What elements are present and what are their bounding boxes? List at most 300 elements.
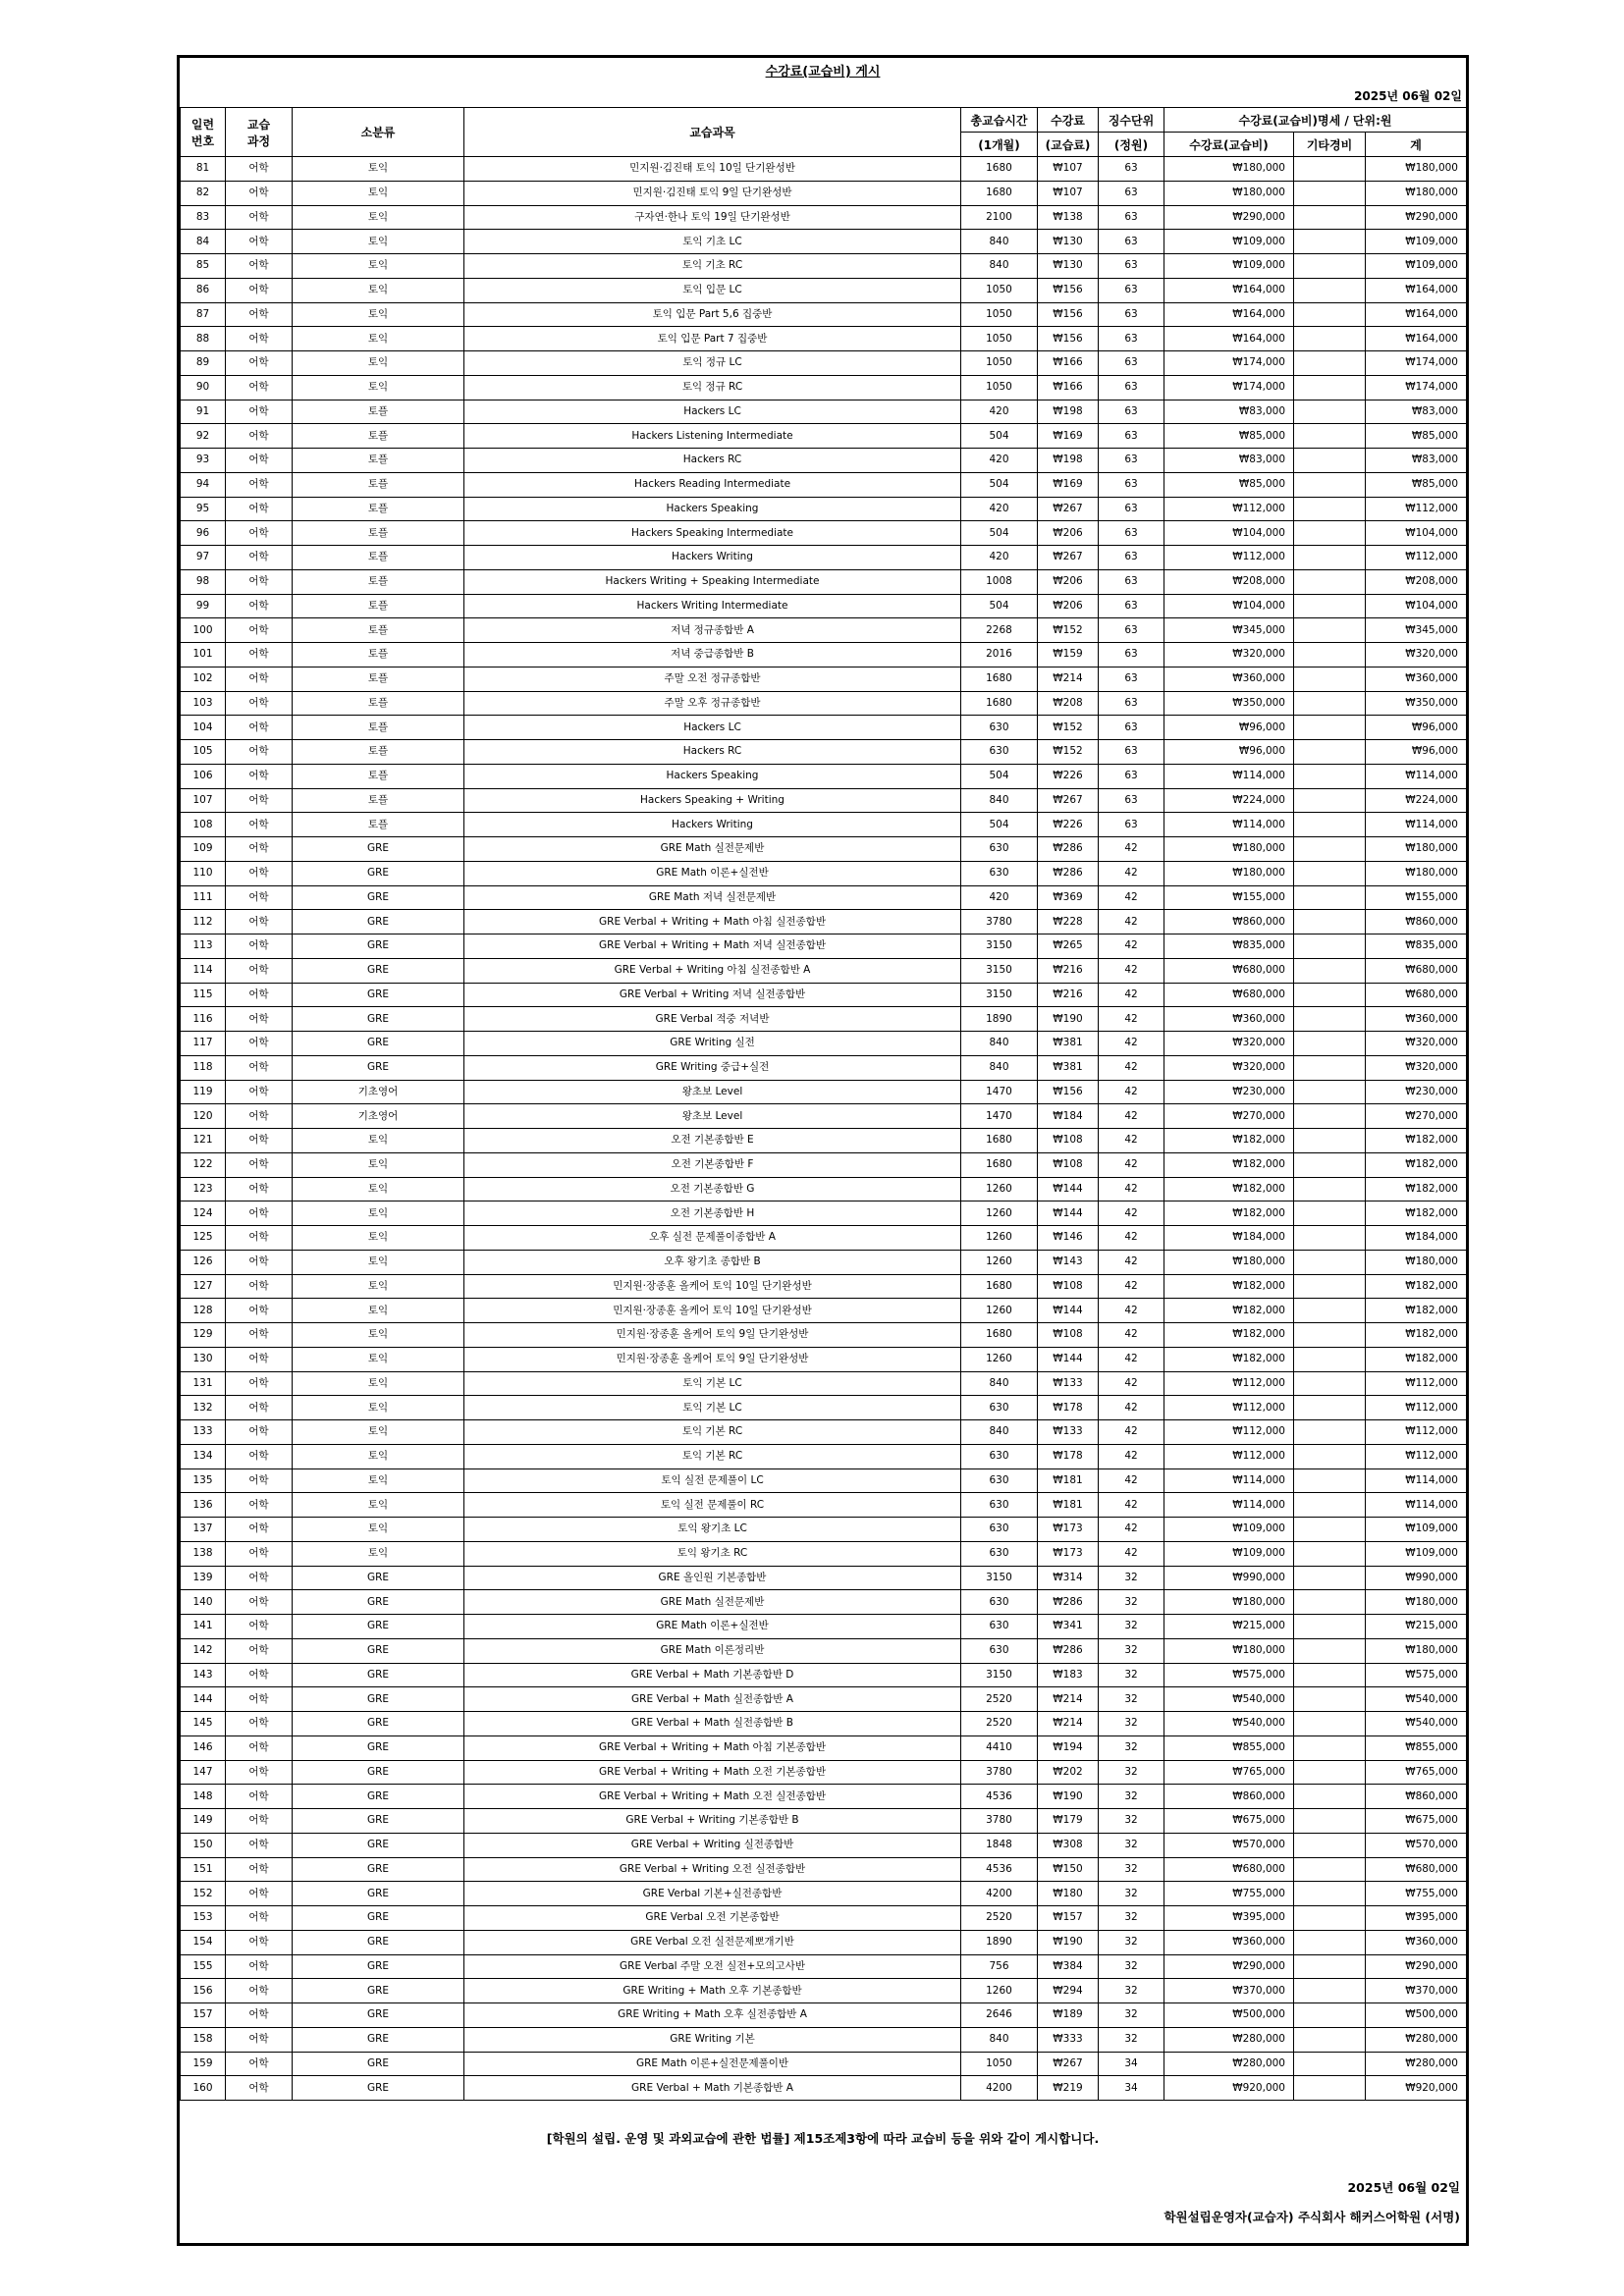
cell-total: ₩835,000 bbox=[1366, 934, 1467, 959]
cell-fee: ₩174,000 bbox=[1164, 351, 1294, 376]
cell-fee: ₩182,000 bbox=[1164, 1347, 1294, 1371]
cell-other bbox=[1294, 861, 1366, 885]
cell-category: 토익 bbox=[293, 327, 464, 351]
cell-unit: 63 bbox=[1099, 424, 1164, 449]
cell-subject: GRE Writing + Math 오후 실전종합반 A bbox=[464, 2003, 961, 2028]
cell-category: GRE bbox=[293, 885, 464, 910]
cell-other bbox=[1294, 1274, 1366, 1299]
cell-fee: ₩360,000 bbox=[1164, 1930, 1294, 1954]
col-header-fee: 수강료(교습비) bbox=[1164, 133, 1294, 157]
table-row bbox=[181, 1152, 1467, 1177]
cell-course: 어학 bbox=[226, 254, 293, 279]
cell-hours: 1260 bbox=[961, 1177, 1038, 1201]
cell-hours: 3150 bbox=[961, 1566, 1038, 1590]
cell-no: 95 bbox=[181, 497, 226, 521]
cell-other bbox=[1294, 1299, 1366, 1323]
table-row bbox=[181, 1468, 1467, 1493]
cell-fee: ₩83,000 bbox=[1164, 449, 1294, 473]
fee-notice-document bbox=[177, 55, 1469, 2246]
cell-other bbox=[1294, 1347, 1366, 1371]
cell-rate: ₩133 bbox=[1038, 1371, 1099, 1396]
cell-unit: 42 bbox=[1099, 1104, 1164, 1129]
cell-course: 어학 bbox=[226, 861, 293, 885]
table-row bbox=[181, 618, 1467, 643]
cell-subject: Hackers Listening Intermediate bbox=[464, 424, 961, 449]
cell-subject: GRE Verbal 기본+실전종합반 bbox=[464, 1882, 961, 1906]
cell-hours: 1050 bbox=[961, 375, 1038, 400]
cell-fee: ₩114,000 bbox=[1164, 1493, 1294, 1518]
cell-subject: GRE Verbal + Writing + Math 오전 기본종합반 bbox=[464, 1760, 961, 1785]
cell-fee: ₩184,000 bbox=[1164, 1226, 1294, 1251]
cell-no: 94 bbox=[181, 472, 226, 497]
cell-other bbox=[1294, 1590, 1366, 1615]
cell-category: 토플 bbox=[293, 643, 464, 667]
table-row bbox=[181, 1007, 1467, 1032]
cell-course: 어학 bbox=[226, 1274, 293, 1299]
cell-unit: 32 bbox=[1099, 1833, 1164, 1857]
cell-hours: 504 bbox=[961, 424, 1038, 449]
table-row bbox=[181, 1712, 1467, 1736]
table-row bbox=[181, 1299, 1467, 1323]
cell-course: 어학 bbox=[226, 1493, 293, 1518]
cell-rate: ₩181 bbox=[1038, 1493, 1099, 1518]
table-row bbox=[181, 1833, 1467, 1857]
cell-no: 127 bbox=[181, 1274, 226, 1299]
cell-no: 82 bbox=[181, 181, 226, 205]
table-row bbox=[181, 934, 1467, 959]
cell-other bbox=[1294, 910, 1366, 934]
cell-unit: 42 bbox=[1099, 1468, 1164, 1493]
table-row bbox=[181, 1371, 1467, 1396]
cell-course: 어학 bbox=[226, 764, 293, 788]
cell-other bbox=[1294, 1226, 1366, 1251]
cell-hours: 1050 bbox=[961, 351, 1038, 376]
cell-fee: ₩164,000 bbox=[1164, 302, 1294, 327]
cell-fee: ₩320,000 bbox=[1164, 643, 1294, 667]
cell-total: ₩182,000 bbox=[1366, 1129, 1467, 1153]
cell-fee: ₩280,000 bbox=[1164, 2052, 1294, 2076]
cell-hours: 1890 bbox=[961, 1930, 1038, 1954]
cell-other bbox=[1294, 569, 1366, 594]
cell-course: 어학 bbox=[226, 813, 293, 837]
cell-subject: 오전 기본종합반 F bbox=[464, 1152, 961, 1177]
cell-other bbox=[1294, 1055, 1366, 1080]
cell-category: 토익 bbox=[293, 1493, 464, 1518]
cell-course: 어학 bbox=[226, 788, 293, 813]
cell-category: 토익 bbox=[293, 1444, 464, 1468]
cell-rate: ₩214 bbox=[1038, 1712, 1099, 1736]
cell-course: 어학 bbox=[226, 1518, 293, 1542]
cell-total: ₩114,000 bbox=[1366, 1468, 1467, 1493]
cell-category: GRE bbox=[293, 1785, 464, 1809]
cell-fee: ₩215,000 bbox=[1164, 1615, 1294, 1639]
table-row bbox=[181, 958, 1467, 983]
cell-total: ₩83,000 bbox=[1366, 449, 1467, 473]
cell-other bbox=[1294, 351, 1366, 376]
cell-hours: 3780 bbox=[961, 910, 1038, 934]
cell-rate: ₩214 bbox=[1038, 1687, 1099, 1712]
cell-course: 어학 bbox=[226, 1396, 293, 1420]
cell-rate: ₩206 bbox=[1038, 569, 1099, 594]
cell-rate: ₩130 bbox=[1038, 254, 1099, 279]
cell-subject: 민지원·장종훈 올케어 토익 10일 단기완성반 bbox=[464, 1299, 961, 1323]
cell-total: ₩112,000 bbox=[1366, 1420, 1467, 1445]
cell-course: 어학 bbox=[226, 1371, 293, 1396]
cell-course: 어학 bbox=[226, 1712, 293, 1736]
cell-category: GRE bbox=[293, 1954, 464, 1979]
cell-rate: ₩206 bbox=[1038, 521, 1099, 546]
col-header-unit: 징수단위 bbox=[1099, 108, 1164, 133]
cell-other bbox=[1294, 1444, 1366, 1468]
table-row bbox=[181, 1785, 1467, 1809]
cell-hours: 840 bbox=[961, 1371, 1038, 1396]
cell-subject: 구자연·한나 토익 19일 단기완성반 bbox=[464, 205, 961, 230]
cell-rate: ₩219 bbox=[1038, 2076, 1099, 2101]
cell-no: 144 bbox=[181, 1687, 226, 1712]
cell-rate: ₩286 bbox=[1038, 1638, 1099, 1663]
cell-other bbox=[1294, 424, 1366, 449]
cell-category: GRE bbox=[293, 1687, 464, 1712]
cell-hours: 2268 bbox=[961, 618, 1038, 643]
cell-subject: 토익 기본 LC bbox=[464, 1371, 961, 1396]
cell-subject: Hackers Writing Intermediate bbox=[464, 594, 961, 618]
cell-no: 93 bbox=[181, 449, 226, 473]
cell-unit: 42 bbox=[1099, 1032, 1164, 1056]
cell-subject: Hackers Writing bbox=[464, 813, 961, 837]
cell-unit: 42 bbox=[1099, 1299, 1164, 1323]
cell-hours: 630 bbox=[961, 740, 1038, 765]
cell-hours: 630 bbox=[961, 837, 1038, 862]
cell-total: ₩675,000 bbox=[1366, 1809, 1467, 1834]
cell-unit: 42 bbox=[1099, 910, 1164, 934]
cell-hours: 2520 bbox=[961, 1687, 1038, 1712]
table-row bbox=[181, 205, 1467, 230]
cell-total: ₩104,000 bbox=[1366, 521, 1467, 546]
cell-fee: ₩180,000 bbox=[1164, 837, 1294, 862]
cell-course: 어학 bbox=[226, 1250, 293, 1274]
cell-unit: 32 bbox=[1099, 2027, 1164, 2052]
cell-no: 137 bbox=[181, 1518, 226, 1542]
cell-category: GRE bbox=[293, 1590, 464, 1615]
cell-total: ₩680,000 bbox=[1366, 958, 1467, 983]
cell-subject: 저녁 정규종합반 A bbox=[464, 618, 961, 643]
cell-other bbox=[1294, 1735, 1366, 1760]
cell-total: ₩215,000 bbox=[1366, 1615, 1467, 1639]
cell-hours: 630 bbox=[961, 1468, 1038, 1493]
cell-hours: 420 bbox=[961, 546, 1038, 570]
cell-fee: ₩180,000 bbox=[1164, 1638, 1294, 1663]
cell-subject: GRE Verbal + Math 실전종합반 B bbox=[464, 1712, 961, 1736]
cell-rate: ₩166 bbox=[1038, 375, 1099, 400]
cell-total: ₩182,000 bbox=[1366, 1201, 1467, 1226]
cell-hours: 504 bbox=[961, 594, 1038, 618]
cell-fee: ₩182,000 bbox=[1164, 1152, 1294, 1177]
cell-no: 121 bbox=[181, 1129, 226, 1153]
cell-rate: ₩206 bbox=[1038, 594, 1099, 618]
cell-category: GRE bbox=[293, 1930, 464, 1954]
table-row bbox=[181, 1663, 1467, 1687]
col-header-breakdown: 수강료(교습비)명세 / 단위:원 bbox=[1164, 108, 1467, 133]
cell-subject: 토익 입문 Part 7 집중반 bbox=[464, 327, 961, 351]
cell-category: GRE bbox=[293, 1055, 464, 1080]
cell-category: GRE bbox=[293, 1735, 464, 1760]
cell-hours: 1680 bbox=[961, 181, 1038, 205]
cell-course: 어학 bbox=[226, 1420, 293, 1445]
cell-unit: 42 bbox=[1099, 1201, 1164, 1226]
cell-fee: ₩112,000 bbox=[1164, 1444, 1294, 1468]
cell-subject: GRE Writing + Math 오후 기본종합반 bbox=[464, 1979, 961, 2003]
cell-other bbox=[1294, 958, 1366, 983]
cell-hours: 420 bbox=[961, 449, 1038, 473]
cell-rate: ₩152 bbox=[1038, 618, 1099, 643]
cell-total: ₩350,000 bbox=[1366, 691, 1467, 716]
cell-category: 토플 bbox=[293, 521, 464, 546]
table-row bbox=[181, 1906, 1467, 1931]
cell-subject: Hackers Writing + Speaking Intermediate bbox=[464, 569, 961, 594]
cell-total: ₩290,000 bbox=[1366, 1954, 1467, 1979]
cell-course: 어학 bbox=[226, 1129, 293, 1153]
cell-category: 토익 bbox=[293, 1152, 464, 1177]
cell-other bbox=[1294, 327, 1366, 351]
cell-unit: 63 bbox=[1099, 278, 1164, 302]
cell-total: ₩320,000 bbox=[1366, 643, 1467, 667]
cell-total: ₩320,000 bbox=[1366, 1032, 1467, 1056]
cell-hours: 840 bbox=[961, 1420, 1038, 1445]
cell-course: 어학 bbox=[226, 1930, 293, 1954]
cell-category: 토플 bbox=[293, 691, 464, 716]
table-row bbox=[181, 1129, 1467, 1153]
table-row bbox=[181, 1274, 1467, 1299]
cell-course: 어학 bbox=[226, 837, 293, 862]
cell-other bbox=[1294, 2003, 1366, 2028]
cell-other bbox=[1294, 1979, 1366, 2003]
cell-subject: Hackers LC bbox=[464, 716, 961, 740]
cell-fee: ₩180,000 bbox=[1164, 1590, 1294, 1615]
cell-course: 어학 bbox=[226, 1590, 293, 1615]
cell-subject: GRE Verbal + Writing 아침 실전종합반 A bbox=[464, 958, 961, 983]
cell-other bbox=[1294, 1954, 1366, 1979]
cell-category: 기초영어 bbox=[293, 1080, 464, 1104]
cell-hours: 1050 bbox=[961, 2052, 1038, 2076]
cell-rate: ₩181 bbox=[1038, 1468, 1099, 1493]
cell-no: 114 bbox=[181, 958, 226, 983]
cell-fee: ₩96,000 bbox=[1164, 716, 1294, 740]
cell-course: 어학 bbox=[226, 1080, 293, 1104]
cell-other bbox=[1294, 716, 1366, 740]
cell-subject: 토익 실전 문제풀이 RC bbox=[464, 1493, 961, 1518]
cell-total: ₩109,000 bbox=[1366, 1541, 1467, 1566]
cell-other bbox=[1294, 230, 1366, 254]
table-row bbox=[181, 1420, 1467, 1445]
cell-hours: 504 bbox=[961, 472, 1038, 497]
cell-hours: 2100 bbox=[961, 205, 1038, 230]
cell-hours: 1050 bbox=[961, 278, 1038, 302]
cell-subject: Hackers Writing bbox=[464, 546, 961, 570]
cell-hours: 504 bbox=[961, 521, 1038, 546]
cell-rate: ₩286 bbox=[1038, 861, 1099, 885]
signer-line: 학원설립운영자(교습자) 주식회사 해커스어학원 (서명) bbox=[1164, 2210, 1460, 2224]
cell-total: ₩370,000 bbox=[1366, 1979, 1467, 2003]
cell-unit: 63 bbox=[1099, 375, 1164, 400]
cell-subject: 토익 기본 RC bbox=[464, 1444, 961, 1468]
table-row bbox=[181, 594, 1467, 618]
cell-other bbox=[1294, 1129, 1366, 1153]
cell-unit: 32 bbox=[1099, 1687, 1164, 1712]
cell-other bbox=[1294, 885, 1366, 910]
cell-course: 어학 bbox=[226, 1809, 293, 1834]
cell-unit: 42 bbox=[1099, 1371, 1164, 1396]
cell-total: ₩360,000 bbox=[1366, 1930, 1467, 1954]
cell-category: 토익 bbox=[293, 351, 464, 376]
cell-subject: 오전 기본종합반 H bbox=[464, 1201, 961, 1226]
cell-hours: 3150 bbox=[961, 934, 1038, 959]
cell-hours: 1680 bbox=[961, 667, 1038, 691]
cell-fee: ₩182,000 bbox=[1164, 1274, 1294, 1299]
cell-rate: ₩308 bbox=[1038, 1833, 1099, 1857]
cell-rate: ₩173 bbox=[1038, 1518, 1099, 1542]
table-row bbox=[181, 1080, 1467, 1104]
cell-subject: 토익 왕기초 RC bbox=[464, 1541, 961, 1566]
cell-unit: 63 bbox=[1099, 521, 1164, 546]
cell-unit: 42 bbox=[1099, 1347, 1164, 1371]
cell-rate: ₩198 bbox=[1038, 449, 1099, 473]
cell-category: 토익 bbox=[293, 1371, 464, 1396]
document-title: 수강료(교습비) 게시 bbox=[765, 65, 881, 80]
cell-total: ₩570,000 bbox=[1366, 1833, 1467, 1857]
table-row bbox=[181, 885, 1467, 910]
cell-no: 111 bbox=[181, 885, 226, 910]
cell-no: 116 bbox=[181, 1007, 226, 1032]
cell-unit: 63 bbox=[1099, 351, 1164, 376]
table-row bbox=[181, 1590, 1467, 1615]
cell-category: GRE bbox=[293, 1007, 464, 1032]
cell-no: 113 bbox=[181, 934, 226, 959]
cell-subject: Hackers Reading Intermediate bbox=[464, 472, 961, 497]
cell-hours: 840 bbox=[961, 1055, 1038, 1080]
cell-total: ₩180,000 bbox=[1366, 1638, 1467, 1663]
cell-fee: ₩208,000 bbox=[1164, 569, 1294, 594]
cell-course: 어학 bbox=[226, 351, 293, 376]
cell-unit: 42 bbox=[1099, 958, 1164, 983]
cell-rate: ₩226 bbox=[1038, 764, 1099, 788]
cell-other bbox=[1294, 1420, 1366, 1445]
cell-fee: ₩155,000 bbox=[1164, 885, 1294, 910]
cell-total: ₩104,000 bbox=[1366, 594, 1467, 618]
cell-total: ₩270,000 bbox=[1366, 1104, 1467, 1129]
cell-course: 어학 bbox=[226, 2076, 293, 2101]
cell-course: 어학 bbox=[226, 1857, 293, 1882]
cell-no: 83 bbox=[181, 205, 226, 230]
cell-category: 토익 bbox=[293, 1323, 464, 1348]
cell-total: ₩83,000 bbox=[1366, 400, 1467, 424]
cell-other bbox=[1294, 205, 1366, 230]
cell-category: 토익 bbox=[293, 1420, 464, 1445]
cell-total: ₩920,000 bbox=[1366, 2076, 1467, 2101]
cell-fee: ₩360,000 bbox=[1164, 667, 1294, 691]
cell-other bbox=[1294, 181, 1366, 205]
cell-course: 어학 bbox=[226, 278, 293, 302]
cell-total: ₩85,000 bbox=[1366, 424, 1467, 449]
cell-no: 145 bbox=[181, 1712, 226, 1736]
cell-rate: ₩286 bbox=[1038, 837, 1099, 862]
cell-fee: ₩270,000 bbox=[1164, 1104, 1294, 1129]
cell-no: 122 bbox=[181, 1152, 226, 1177]
cell-unit: 32 bbox=[1099, 1712, 1164, 1736]
cell-category: 토플 bbox=[293, 449, 464, 473]
cell-rate: ₩166 bbox=[1038, 351, 1099, 376]
cell-total: ₩184,000 bbox=[1366, 1226, 1467, 1251]
cell-fee: ₩990,000 bbox=[1164, 1566, 1294, 1590]
cell-total: ₩96,000 bbox=[1366, 716, 1467, 740]
cell-fee: ₩112,000 bbox=[1164, 497, 1294, 521]
cell-fee: ₩680,000 bbox=[1164, 983, 1294, 1007]
table-row bbox=[181, 327, 1467, 351]
cell-rate: ₩190 bbox=[1038, 1785, 1099, 1809]
cell-unit: 63 bbox=[1099, 157, 1164, 182]
cell-no: 103 bbox=[181, 691, 226, 716]
cell-category: 토플 bbox=[293, 400, 464, 424]
table-row bbox=[181, 1979, 1467, 2003]
cell-total: ₩114,000 bbox=[1366, 813, 1467, 837]
cell-other bbox=[1294, 740, 1366, 765]
cell-unit: 63 bbox=[1099, 181, 1164, 205]
cell-course: 어학 bbox=[226, 1007, 293, 1032]
cell-other bbox=[1294, 1152, 1366, 1177]
cell-no: 112 bbox=[181, 910, 226, 934]
cell-course: 어학 bbox=[226, 1687, 293, 1712]
cell-other bbox=[1294, 278, 1366, 302]
table-row bbox=[181, 1954, 1467, 1979]
table-row bbox=[181, 1226, 1467, 1251]
cell-unit: 63 bbox=[1099, 643, 1164, 667]
table-row bbox=[181, 278, 1467, 302]
cell-other bbox=[1294, 1541, 1366, 1566]
cell-unit: 63 bbox=[1099, 788, 1164, 813]
cell-course: 어학 bbox=[226, 1299, 293, 1323]
cell-hours: 2016 bbox=[961, 643, 1038, 667]
table-row bbox=[181, 740, 1467, 765]
table-row bbox=[181, 1615, 1467, 1639]
cell-course: 어학 bbox=[226, 302, 293, 327]
cell-rate: ₩108 bbox=[1038, 1323, 1099, 1348]
fee-table-body bbox=[181, 157, 1467, 2101]
cell-total: ₩174,000 bbox=[1366, 375, 1467, 400]
cell-unit: 42 bbox=[1099, 1444, 1164, 1468]
cell-hours: 420 bbox=[961, 497, 1038, 521]
table-row bbox=[181, 1347, 1467, 1371]
cell-category: GRE bbox=[293, 1882, 464, 1906]
cell-total: ₩182,000 bbox=[1366, 1299, 1467, 1323]
cell-hours: 1680 bbox=[961, 1152, 1038, 1177]
cell-unit: 32 bbox=[1099, 1615, 1164, 1639]
cell-no: 105 bbox=[181, 740, 226, 765]
cell-category: 토플 bbox=[293, 594, 464, 618]
cell-hours: 3780 bbox=[961, 1760, 1038, 1785]
cell-subject: 왕초보 Level bbox=[464, 1104, 961, 1129]
cell-unit: 63 bbox=[1099, 205, 1164, 230]
cell-hours: 1680 bbox=[961, 1274, 1038, 1299]
cell-total: ₩114,000 bbox=[1366, 1493, 1467, 1518]
cell-unit: 42 bbox=[1099, 1396, 1164, 1420]
cell-rate: ₩143 bbox=[1038, 1250, 1099, 1274]
cell-rate: ₩226 bbox=[1038, 813, 1099, 837]
cell-total: ₩112,000 bbox=[1366, 546, 1467, 570]
cell-hours: 4200 bbox=[961, 1882, 1038, 1906]
cell-total: ₩109,000 bbox=[1366, 254, 1467, 279]
cell-no: 143 bbox=[181, 1663, 226, 1687]
cell-no: 154 bbox=[181, 1930, 226, 1954]
cell-hours: 630 bbox=[961, 1638, 1038, 1663]
